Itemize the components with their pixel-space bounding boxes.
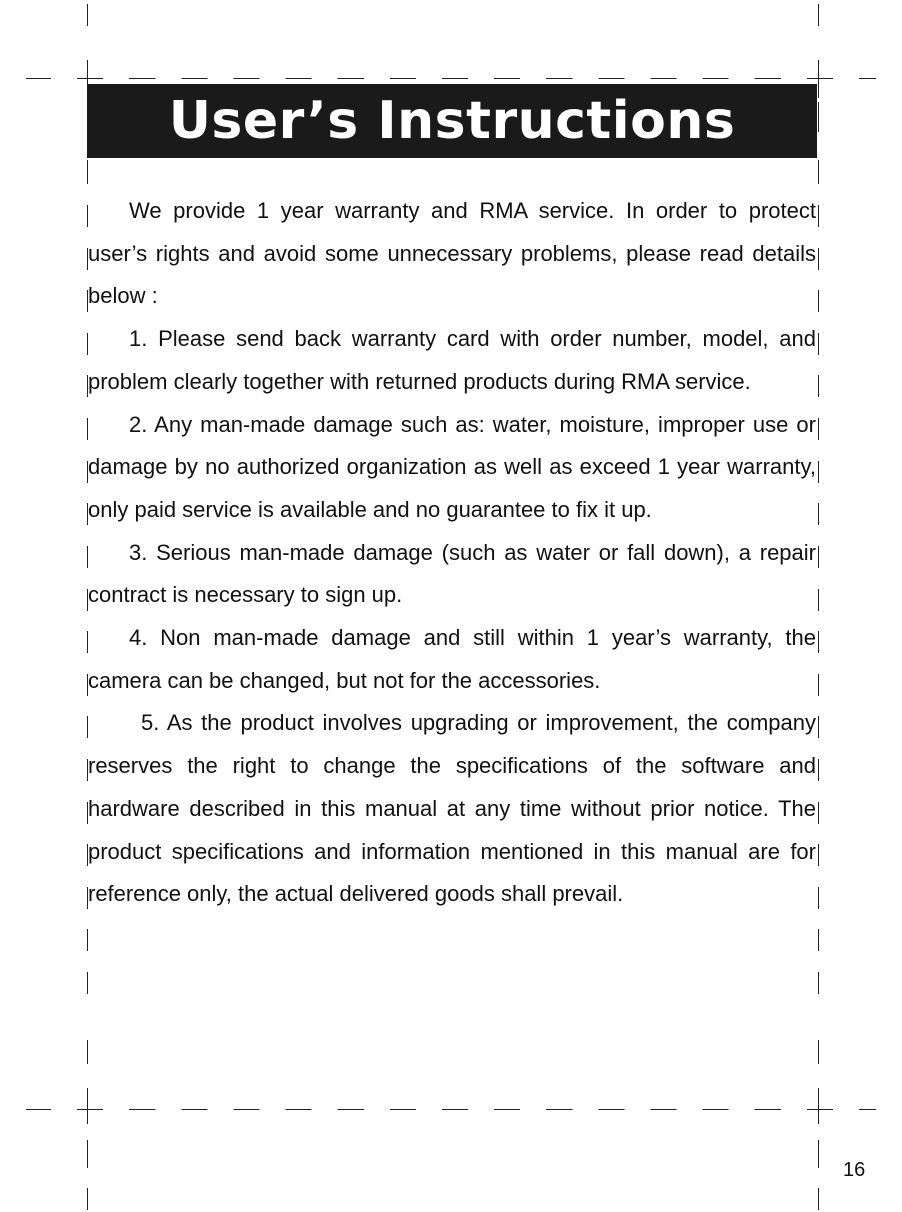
instruction-item: 2. Any man-made damage such as: water, moisture, improper use or damage by no authorized organization as well as exceed 1 year warranty, only paid service is available and no guarantee to fix it up. bbox=[88, 411, 816, 522]
right-guide bbox=[818, 461, 819, 483]
instruction-item: 4. Non man-made damage and still within 1 year’s warranty, the camera can be changed, but not for the accessories. bbox=[88, 625, 816, 693]
right-guide bbox=[818, 60, 819, 98]
left-guide bbox=[87, 160, 88, 184]
right-guide bbox=[818, 290, 819, 312]
right-guide bbox=[818, 972, 819, 994]
left-guide bbox=[87, 972, 88, 994]
right-guide bbox=[818, 759, 819, 781]
right-guide bbox=[818, 248, 819, 270]
instructions-body bbox=[88, 190, 816, 916]
right-guide bbox=[818, 503, 819, 525]
right-guide bbox=[818, 102, 819, 132]
right-guide bbox=[818, 716, 819, 738]
right-guide bbox=[818, 1088, 819, 1124]
instruction-item: 1. Please send back warranty card with order number, model, and problem clearly together with returned products during RMA service. bbox=[88, 326, 816, 394]
right-guide bbox=[818, 418, 819, 440]
right-guide bbox=[818, 802, 819, 824]
right-guide bbox=[818, 160, 819, 184]
right-guide bbox=[818, 589, 819, 611]
right-guide bbox=[818, 1140, 819, 1168]
right-guide bbox=[818, 333, 819, 355]
left-guide bbox=[87, 1188, 88, 1210]
right-guide bbox=[818, 631, 819, 653]
right-guide bbox=[818, 844, 819, 866]
instruction-item: 5. As the product involves upgrading or improvement, the company reserves the right to change the specifications of the software and hardware described in this manual at any time without prior notice. The product specifications and information mentioned in this manual are for reference only, the actual delivered goods shall prevail. bbox=[88, 710, 816, 907]
right-guide bbox=[818, 546, 819, 568]
top-cut-line bbox=[26, 78, 876, 79]
page-number: 16 bbox=[843, 1159, 866, 1181]
left-guide bbox=[87, 4, 88, 26]
right-guide bbox=[818, 887, 819, 909]
instruction-item: 3. Serious man-made damage (such as water or fall down), a repair contract is necessary to sign up. bbox=[88, 539, 816, 608]
right-guide bbox=[818, 674, 819, 696]
intro-paragraph: We provide 1 year warranty and RMA service. In order to protect user’s rights and avoid some unnecessary problems, please read details below : bbox=[88, 198, 816, 309]
right-guide bbox=[818, 1188, 819, 1210]
right-guide bbox=[818, 375, 819, 397]
left-guide bbox=[87, 929, 88, 951]
right-guide bbox=[818, 929, 819, 951]
bottom-cut-line bbox=[26, 1109, 876, 1110]
right-guide bbox=[818, 1040, 819, 1064]
right-guide bbox=[818, 205, 819, 227]
right-guide bbox=[818, 4, 819, 26]
left-guide bbox=[87, 1140, 88, 1168]
title-banner bbox=[87, 84, 817, 158]
left-guide bbox=[87, 1040, 88, 1064]
left-guide bbox=[87, 1088, 88, 1124]
page-title: User’s Instructions bbox=[168, 91, 736, 151]
